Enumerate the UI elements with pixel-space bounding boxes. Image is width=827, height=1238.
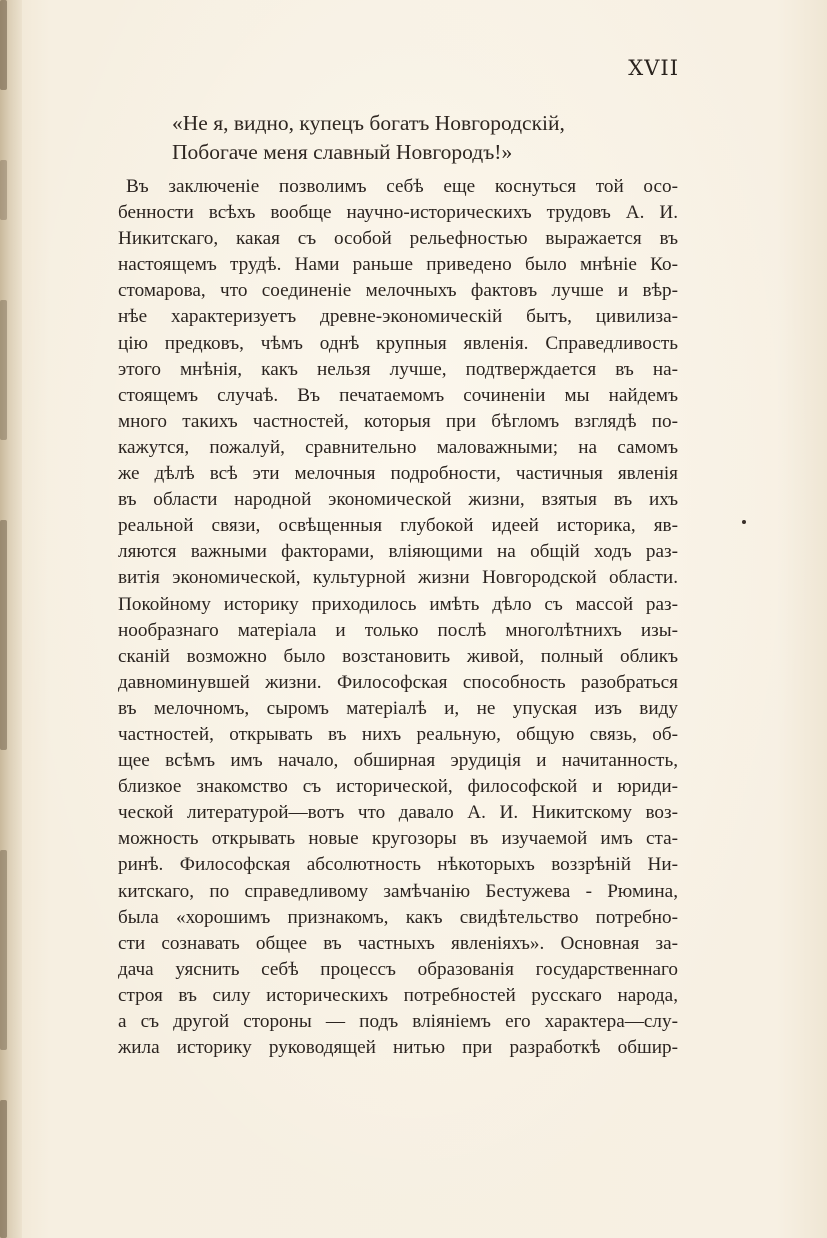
text-line: частностей, открывать въ нихъ реальную, общую связь, об- (118, 723, 678, 745)
page-number: XVII (628, 56, 679, 80)
ink-speck (742, 520, 746, 524)
text-line: нѣе характеризуетъ древне-экономическій бытъ, цивилиза- (118, 306, 678, 328)
text-line: близкое знакомство съ исторической, философской и юриди- (118, 776, 678, 798)
text-line: витія экономической, культурной жизни Новгородской области. (118, 567, 678, 589)
text-line: жила историку руководящей нитью при разработкѣ обшир- (118, 1037, 678, 1059)
text-line: ческой литературой—вотъ что давало А. И. Никитскому воз- (118, 802, 678, 824)
epigraph-line: Побогаче меня славный Новгородъ!» (172, 139, 513, 164)
binding-stain (0, 0, 7, 90)
text-line: сканій возможно было возстановить живой, полный обликъ (118, 645, 678, 667)
text-line: китскаго, по справедливому замѣчанію Бестужева - Рюмина, (118, 880, 678, 902)
epigraph-line: «Не я, видно, купецъ богатъ Новгородскій, (172, 111, 565, 135)
text-line: была «хорошимъ признакомъ, какъ свидѣтельство потребно- (118, 906, 678, 928)
text-line: цію предковъ, чѣмъ однѣ крупныя явленія. Справедливость (118, 332, 678, 354)
text-line: давноминувшей жизни. Философская способность разобраться (118, 671, 678, 693)
binding-stain (0, 1100, 7, 1238)
text-line: стоящемъ случаѣ. Въ печатаемомъ сочиненіи мы найдемъ (118, 384, 678, 406)
text-line: кажутся, пожалуй, сравнительно маловажными; на самомъ (118, 436, 678, 458)
text-line: нообразнаго матеріала и только послѣ многолѣтнихъ изы- (118, 619, 678, 641)
text-line: въ области народной экономической жизни, взятыя въ ихъ (118, 489, 678, 511)
text-line: ринѣ. Философская абсолютность нѣкоторыхъ воззрѣній Ни- (118, 854, 678, 876)
text-line: настоящемъ трудѣ. Нами раньше приведено было мнѣніе Ко- (118, 254, 678, 276)
text-line: же дѣлѣ всѣ эти мелочныя подробности, частичныя явленія (118, 463, 678, 485)
page-binding-edge (0, 0, 22, 1238)
text-line: Въ заключеніе позволимъ себѣ еще коснуться той осо- (126, 176, 678, 197)
binding-stain (0, 300, 7, 440)
body-paragraph (118, 174, 678, 1061)
binding-stain (0, 850, 7, 1050)
text-line: въ мелочномъ, сыромъ матеріалѣ и, не упуская изъ виду (118, 697, 678, 719)
text-line: щее всѣмъ имъ начало, обширная эрудиція и начитанность, (118, 750, 678, 772)
text-line: ляются важными факторами, вліяющими на общій ходъ раз- (118, 541, 678, 563)
text-line: этого мнѣнія, какъ нельзя лучше, подтверждается въ на- (118, 358, 678, 380)
binding-stain (0, 520, 7, 750)
text-line: можность открывать новые кругозоры въ изучаемой имъ ста- (118, 828, 678, 850)
text-line: бенности всѣхъ вообще научно-историческихъ трудовъ А. И. (118, 202, 678, 224)
text-line: строя въ силу историческихъ потребностей русскаго народа, (118, 984, 678, 1006)
text-line: сти сознавать общее въ частныхъ явленіяхъ». Основная за- (118, 932, 678, 954)
text-line: Никитскаго, какая съ особой рельефностью выражается въ (118, 228, 678, 250)
text-line: реальной связи, освѣщенныя глубокой идеей историка, яв- (118, 515, 678, 537)
binding-stain (0, 160, 7, 220)
text-line: а съ другой стороны — подъ вліяніемъ его характера—слу- (118, 1011, 678, 1032)
epigraph (172, 109, 565, 166)
text-line: дача уяснить себѣ процессъ образованія государственнаго (118, 958, 678, 980)
text-line: стомарова, что соединеніе мелочныхъ фактовъ лучше и вѣр- (118, 280, 678, 302)
text-line: Покойному историку приходилось имѣть дѣло съ массой раз- (118, 593, 678, 615)
text-line: много такихъ частностей, которыя при бѣгломъ взглядѣ по- (118, 410, 678, 432)
